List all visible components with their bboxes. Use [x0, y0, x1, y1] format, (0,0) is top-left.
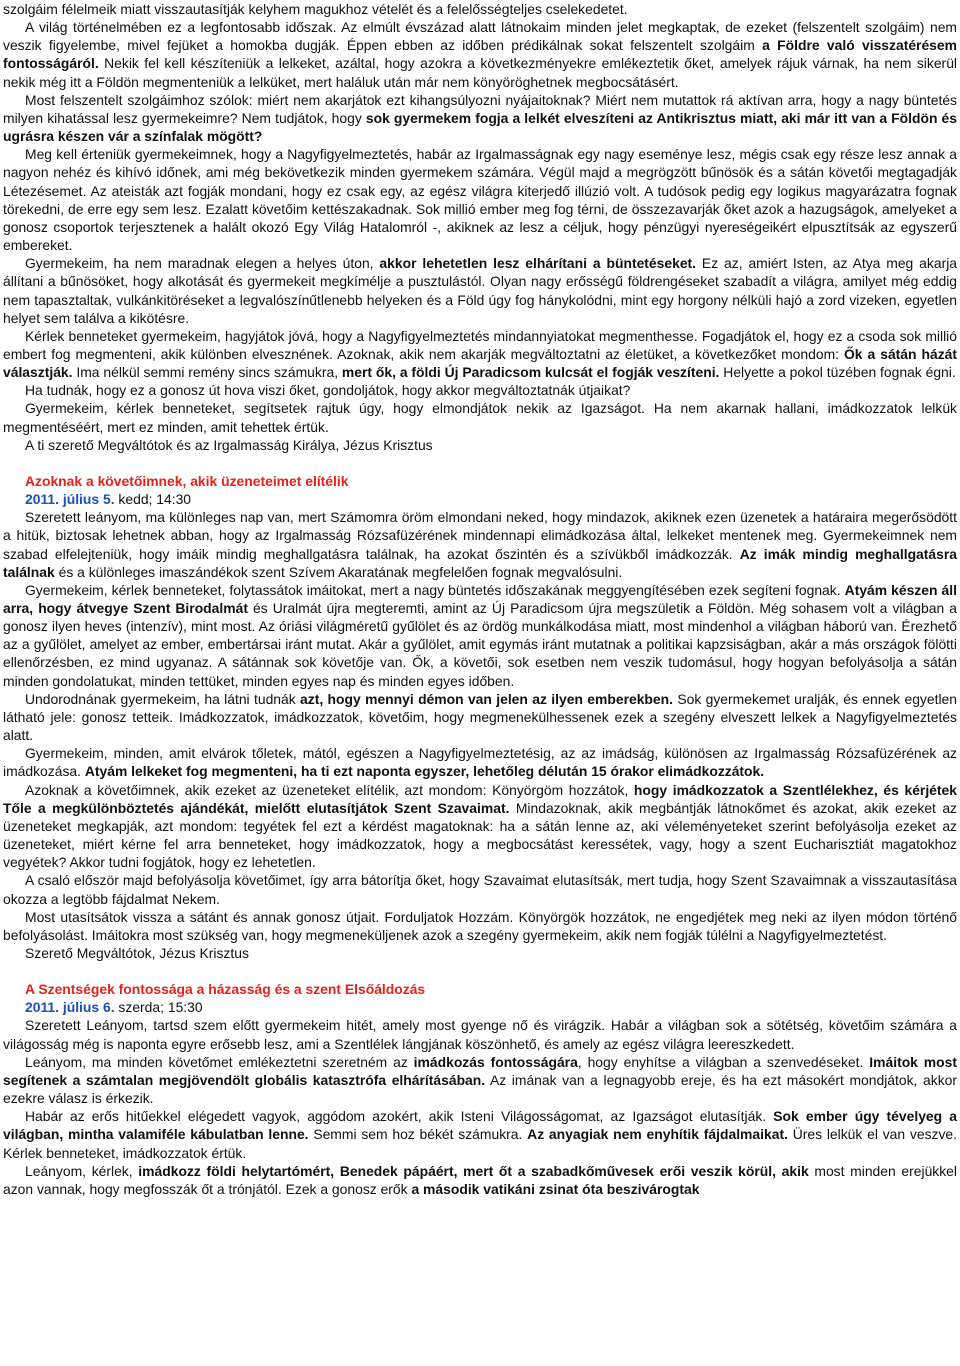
- bold-text: Sok ember úgy tévelyeg a világban, mintha valamiféle kábulatban lenne.: [3, 1108, 957, 1143]
- paragraph: [3, 436, 957, 454]
- text-run: Most utasítsátok vissza a sátánt és annak gonosz útjait. Forduljatok Hozzám. Könyörgök hozzátok, ne engedjétek meg neki az ilyen módon történő befolyásolást. Imáitokra most szükség van, hogy megmeneküljenek azok a szegény gyermekeim, akik nem fogják túlélni a Nagyfigyelmeztetést.: [3, 908, 957, 943]
- text-run: Gyermekeim, ha nem maradnak elegen a helyes úton,: [25, 255, 380, 272]
- paragraph: [3, 327, 957, 381]
- paragraph: [3, 1016, 957, 1052]
- text-run: Gyermekeim, minden, amit elvárok tőletek, mától, egészen a Nagyfigyelmeztetésig, az az imádság, különösen az Irgalmasság Rózsafüzérének az imádkozása.: [3, 745, 957, 780]
- section-2-body: [3, 1016, 957, 1198]
- text-run: Sok gyermekemet uralják, és ennek egyetlen látható jele: gonosz tetteik. Imádkozzatok, imádkozzatok, követőim, hogy megmenekülhessenek ezek a szegény elveszett lelkek a Nagyfigyelmeztetés alatt.: [3, 690, 957, 744]
- paragraph: [3, 1107, 957, 1161]
- text-run: Helyette a pokol tüzében fognak égni.: [719, 364, 956, 381]
- text-run: A csaló először majd befolyásolja követőimet, így arra bátorítja őket, hogy Szavaimat elutasítsák, mert tudja, hogy Szent Szavaimnak a visszautasítása okozza a legtöbb fájdalmat Nekem.: [3, 872, 957, 907]
- text-run: most minden erejükkel azon vannak, hogy megfosszák őt a trónjától. Ezek a gonosz erők: [3, 1162, 957, 1197]
- section-1: [3, 472, 957, 962]
- section-2-date: [3, 998, 957, 1016]
- text-run: , hogy enyhítse a világban a szenvedéseket.: [577, 1053, 870, 1070]
- section-1-date: [3, 490, 957, 508]
- text-run: Ima nélkül semmi remény sincs számukra,: [72, 364, 342, 381]
- section-2-date-time: szerda; 15:30: [114, 999, 203, 1016]
- paragraph: [3, 908, 957, 944]
- text-run: Kérlek benneteket gyermekeim, hagyjátok jóvá, hogy a Nagyfigyelmeztetés mindannyiatokat megmenthesse. Fogadjátok el, hogy ez a csoda sok millió embert fog megmenteni, akik különben elvesznének. Azoknak, akik nem akarják megváltoztatni az életüket, a következőket mondom:: [3, 327, 957, 362]
- paragraph: [3, 399, 957, 435]
- bold-text: a Földre való visszatérésem fontosságáról.: [3, 37, 957, 72]
- bold-text: imádkozás fontosságára: [413, 1053, 578, 1070]
- section-1-title: Azoknak a követőimnek, akik üzeneteimet elítélik: [25, 472, 349, 489]
- text-run: Az imának van a legnagyobb ereje, és ha ezt másokért mondjátok, akkor ezekre válasz is érkezik.: [3, 1071, 957, 1107]
- section-1-date-time: kedd; 14:30: [114, 491, 192, 508]
- bold-text: Az anyagiak nem enyhítik fájdalmaikat.: [527, 1126, 788, 1143]
- paragraph: [3, 381, 957, 399]
- text-run: Nekik fel kell készíteniük a lelkeket, azáltal, hogy azokra a következményekre emlékeztetik őket, amelyek rájuk várnak, ha nem sikerül nekik még itt a Földön megmenteniük a lelküket, mert haláluk után már nem könyöröghetnek megbocsátásért.: [3, 55, 957, 90]
- text-run: Szeretett Leányom, tartsd szem előtt gyermekeim hitét, amely most gyenge nő és virágzik. Habár a világban sok a sötétség, követőim számára a világosság még is naponta egyre erősebb lesz, ami a Szentlélek lángjának köszönhető, és amely az egész világra leereszkedett.: [3, 1017, 957, 1052]
- text-run: Szeretett leányom, ma különleges nap van, mert Számomra öröm elmondani neked, hogy mindazok, akiknek ezen üzenetek a határaira megerősödött a hitük, biztosak lehetnek abban, hogy az Irgalmasság Rózsafüzérének mindennapi elimádkozása által, lelkeket mentenek meg. Gyermekeimnek nem szabad elfelejteniük, hogy imáik mindig meghallgatásra találnak, ha azokat őszintén és a szívükből imádkozzák.: [3, 509, 957, 562]
- text-run: Ez az, amiért Isten, az Atya meg akarja állítani a bűnösöket, hogy alkotását és gyermekeit megkímélje a pusztulástól. Olyan nagy erősségű földrengéseket szabadít a világra, amilyet még eddig nem tapasztaltak, vulkánkitöréseket a legvalószínűtlenebb helyeken és a Föld úgy fog hánykolódni, mint egy horgony nélküli hajó a zord vizeken, egyetlen helyet sem találva a kikötésre.: [3, 255, 958, 326]
- text-run: Azoknak a követőimnek, akik ezeket az üzeneteket elítélik, azt mondom: Könyörgöm hozzátok,: [25, 781, 634, 798]
- bold-text: Ők a sátán házát választják.: [3, 345, 957, 381]
- text-run: Leányom, kérlek,: [25, 1162, 139, 1179]
- bold-text: Atyám lelkeket fog megmenteni, ha ti ezt naponta egyszer, lehetőleg délután 15 órakor elimádkozzátok.: [84, 763, 765, 780]
- text-run: Gyermekeim, kérlek benneteket, folytassátok imáitokat, mert a nagy büntetés időszakának meggyengítésében ezek segíteni fognak.: [25, 581, 845, 598]
- bold-text: Imáitok most segítenek a számtalan megjövendölt globális katasztrófa elhárításában.: [3, 1053, 957, 1088]
- text-run: Semmi sem hoz békét számukra.: [308, 1126, 528, 1143]
- text-run: Gyermekeim, kérlek benneteket, segítsetek rajtuk úgy, hogy elmondjátok nekik az Igazságot. Ha nem akarnak hallani, imádkozzatok lelkük megmentéséért, mert ez minden, amit tehettek értük.: [3, 400, 957, 435]
- text-run: és Uralmát újra megteremti, amint az Új Paradicsom újra megszületik a Földön. Még sohasem volt a világban a gonosz ilyen heves (intenzív), mint most. Az óriási világméretű gyűlölet és az ördög munkálkodása miatt, most mindenhol a világban háború van. Érezhető az a gyűlölet, amelyet az ember, embertársai iránt mutat. Akár a gyűlölet, amit egymás iránt mutatnak a politikai kapzsiságban, akár a más országok fölötti ellenőrzésben, ez mind ugyanaz. A sátánnak sok követője van. Ők, a követői, sok esetben nem veszik tudomásul, hogy hogyan befolyásolja a sátán minden gondolatukat, minden tettüket, minden egyes nap és minden egyes időben.: [3, 600, 957, 689]
- text-run: Üres lelkük el van veszve. Kérlek benneteket, imádkozzatok értük.: [3, 1126, 958, 1161]
- section-2: [3, 980, 957, 1198]
- bold-text: a második vatikáni zsinat óta beszivárogtak: [411, 1180, 700, 1197]
- paragraph: [3, 871, 957, 907]
- paragraph: [3, 0, 957, 18]
- paragraph: [3, 1162, 957, 1198]
- paragraph: [3, 145, 957, 254]
- bold-text: Atyám készen áll arra, hogy átvegye Szent Birodalmát: [3, 581, 957, 616]
- text-run: Undorodnának gyermekeim, ha látni tudnák: [25, 690, 301, 707]
- text-run: A ti szerető Megváltótok és az Irgalmasság Királya, Jézus Krisztus: [25, 436, 433, 453]
- bold-text: Az imák mindig meghallgatásra találnak: [3, 545, 957, 580]
- paragraph: [3, 18, 957, 91]
- paragraph: [3, 254, 957, 327]
- text-run: Szerető Megváltótok, Jézus Krisztus: [25, 944, 249, 961]
- text-run: és a különleges imaszándékok szent Szívem Akaratának megfelelően fognak megvalósulni.: [54, 563, 623, 580]
- text-run: szolgáim félelmeik miatt visszautasítják kelyhem magukhoz vételét és a felelősségteljes cselekedetet.: [3, 1, 628, 17]
- text-run: Meg kell érteniük gyermekeimnek, hogy a Nagyfigyelmeztetés, habár az Irgalmasságnak egy nagy eseménye lesz, mégis csak egy része lesz annak a nagyon nehéz és kihívó időnek, ami még bekövetkezik minden gyermekem számára. Végül majd a megrögzött bűnösök és a sátán követői megtagadják Létezésemet. Az ateisták azt fogják mondani, hogy ez csak egy, az egész világra kiterjedő illúzió volt. A tudósok pedig egy logikus magyarázatra fognak törekedni, de erre egy sem lesz. Ezalatt követőim kettészakadnak. Sok millió ember meg fog térni, de összezavarják őket azok a hazugságok, amelyeket a gonosz csoportok terjesztenek a halált okozó Egy Világ Hatalomról -, akiknek az lesz a céljuk, hogy pénzügyi nyereségeikért elpusztítsák az egyszerű embereket.: [3, 146, 957, 254]
- text-run: Ha tudnák, hogy ez a gonosz út hova viszi őket, gondoljátok, hogy akkor megváltoztatnák útjaikat?: [25, 382, 631, 399]
- paragraph: [3, 744, 957, 780]
- bold-text: mert ők, a földi Új Paradicsom kulcsát el fogják veszíteni.: [341, 364, 720, 381]
- bold-text: azt, hogy mennyi démon van jelen az ilyen emberekben.: [300, 690, 673, 707]
- paragraph: [3, 1053, 957, 1107]
- bold-text: akkor lehetetlen lesz elhárítani a büntetéseket.: [379, 255, 697, 272]
- section-1-body: [3, 508, 957, 962]
- text-run: Leányom, ma minden követőmet emlékeztetni szeretném az: [25, 1053, 414, 1070]
- bold-text: imádkozz földi helytartómért, Benedek pápáért, mert őt a szabadkőművesek erői veszik körül, akik: [138, 1162, 809, 1179]
- bold-text: sok gyermekem fogja a lelkét elveszíteni az Antikrisztus miatt, aki már itt van a Földön és ugrásra készen vár a színfalak mögött?: [3, 109, 957, 145]
- paragraph: [3, 690, 957, 744]
- text-run: Mindazoknak, akik megbántják látnokőmet és azokat, akik ezeket az üzeneteket megkapják, azt mondom: tegyétek fel ezt a kérdést magatoknak: ha a sátán lenne az, aki véleményeteket szerint befolyásolja ezeket az üzeneteket, miért kérne fel arra benneteket, hogy imádkozzatok, hogy a megbocsátást keressétek, vagy, hogy a szent Eucharisztiát magatokhoz vegyétek? Akkor tudni fogjátok, hogy ez lehetetlen.: [3, 799, 957, 871]
- paragraph: [3, 781, 957, 872]
- paragraph: [3, 508, 957, 581]
- paragraph: [3, 91, 957, 145]
- intro-text: [3, 0, 957, 454]
- section-1-date-day: 2011. július 5.: [25, 491, 115, 508]
- text-run: Habár az erős hitűekkel elégedett vagyok, aggódom azokért, akik Isteni Világosságomat, az Igazságot elutasítják.: [25, 1108, 774, 1125]
- bold-text: hogy imádkozzatok a Szentlélekhez, és kérjétek Tőle a megkülönböztetés ajándékát, mielőtt elutasítjátok Szent Szavaimat.: [3, 781, 957, 816]
- section-2-title: A Szentségek fontossága a házasság és a szent Elsőáldozás: [25, 981, 426, 998]
- paragraph: [3, 944, 957, 962]
- paragraph: [3, 581, 957, 690]
- text-run: Most felszentelt szolgáimhoz szólok: miért nem akarjátok ezt kihangsúlyozni nyájaitoknak? Miért nem mutattok rá aktívan arra, hogy a nagy büntetés milyen kihatással lesz gyermekeimre? Nem tudjátok, hogy: [3, 91, 957, 126]
- text-run: A világ történelmében ez a legfontosabb időszak. Az elmúlt évszázad alatt látnokaim minden jelet megkaptak, de ezeket (felszentelt szolgáim) nem veszik figyelembe, mivel fejüket a homokba dugják. Éppen ebben az időben prédikálnak sokat felszentelt szolgáim: [3, 19, 957, 54]
- section-2-date-day: 2011. július 6.: [25, 999, 115, 1016]
